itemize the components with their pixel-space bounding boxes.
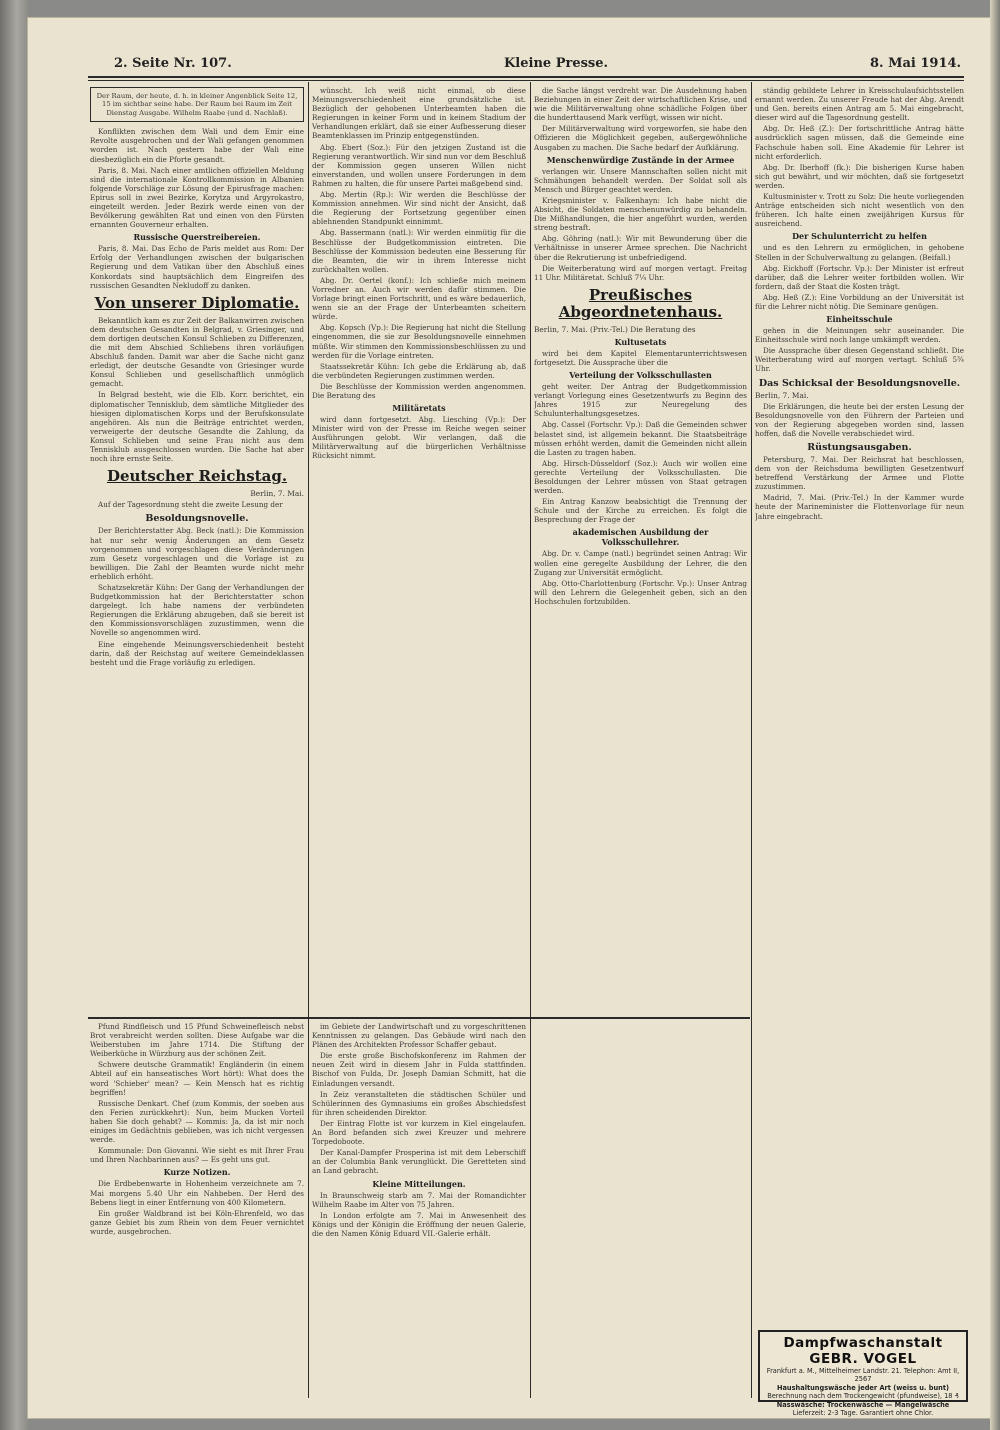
article-text: Schatzsekretär Kühn: Der Gang der Verhandlungen der Budgetkommission hat der Berichterstatter schon dargelegt. Ich habe namens der verbündeten Regierungen die Erklärung abzugeben, daß sie bereit ist den Kommissionsvorschlägen zuzustimmen, wenn die Novelle so angenommen wird. [90, 582, 304, 638]
article-text: Petersburg, 7. Mai. Der Reichsrat hat beschlossen, dem von der Reichsduma bewilligten Gesetzentwurf betreffend Verstärkung der Armee und Flotte zuzustimmen. [755, 455, 964, 492]
article-text: In Belgrad besteht, wie die Elb. Korr. berichtet, ein diplomatischer Tennisklub, dem sämtliche Mitglieder des hiesigen diplomatischen Korps und der Berufskonsulate angehören. Als nun die Beiträge entrichtet werden, verweigerte der deutsche Gesandte die Zahlung, da Konsul Schlieben und seine Frau nicht aus dem Tennisklub ausgeschlossen wurden. Die Sache hat aber noch ihre ernste Seite. [90, 390, 304, 464]
column-2 [312, 86, 526, 1014]
article-text: Paris, 8. Mai. Das Echo de Paris meldet aus Rom: Der Erfolg der Verhandlungen zwischen der bulgarischen Regierung und dem Vatikan über den Abschluß eines Konkordats sind hauptsächlich dem Eingreifen des russischen Gesandten Nekludoff zu danken. [90, 244, 304, 290]
article-text: Die Erklärungen, die heute bei der ersten Lesung der Besoldungsnovelle von den Führern der Parteien und von der Regierung abgegeben worden sind, lassen hoffen, daß die Novelle verabschiedet wird. [755, 401, 964, 438]
article-text: und es den Lehrern zu ermöglichen, in gehobene Stellen in der Schulverwaltung zu gelangen. (Beifall.) [755, 243, 964, 262]
ad-line: Haushaltungswäsche jeder Art (weiss u. bunt) [776, 1383, 950, 1392]
dateline: Berlin, 7. Mai. [755, 390, 809, 400]
article-text: Abg. Eickhoff (Fortschr. Vp.): Der Minister ist erfreut darüber, daß die Lehrer weiter fortbilden wollen. Wir fordern, daß der Staat die Kosten trägt. [755, 263, 964, 291]
article-text: wünscht. Ich weiß nicht einmal, ob diese Meinungsverschiedenheit eine grundsätzliche ist. Bezüglich der gehobenen Unterbeamten haben die Regierungen in keiner Form und in keinem Stadium der Verhandlungen erklärt, daß sie einer Aufbesserung dieser Beamtenklassen im Prinzip entgegenstünden. [312, 86, 526, 141]
ad-line: Lieferzeit: 2-3 Tage. Garantiert ohne Chlor. [792, 1409, 934, 1418]
header-date: 8. Mai 1914. [870, 56, 962, 71]
article-text: Abg. Ebert (Soz.): Für den jetzigen Zustand ist die Regierung verantwortlich. Wir sind nun vor dem Beschluß der Kommission gegen unseren Willen nicht einverstanden, und wollen unsere Forderungen in dem Rahmen zu halten, die für unsere Partei maßgebend sind. [312, 142, 526, 188]
article-text: In London erfolgte am 7. Mai in Anwesenheit des Königs und der Königin die Eröffnung der neuen Galerie, die den Namen König Eduard VII.-Galerie erhält. [312, 1210, 526, 1238]
article-text: Abg. Dr. Heß (Z.): Der fortschrittliche Antrag hätte ausdrücklich sagen müssen, daß die Gemeinde eine Fachschule haben soll. Eine Akademie für Lehrer ist nicht erforderlich. [755, 124, 964, 161]
ad-title: Dampfwaschanstalt GEBR. VOGEL [783, 1335, 943, 1367]
article-text: Der Berichterstatter Abg. Beck (natl.): Die Kommission hat nur sehr wenig Änderungen an dem Gesetz vorgenommen und vorgeschlagen diese Veränderungen zum Gesetz vorgeschlagen und die Vorlage ist zu bewilligen. Die Zahl der Beamten wurde nicht mehr erheblich erhöht. [90, 526, 304, 581]
article-text: wird bei dem Kapitel Elementarunterrichtswesen fortgesetzt. Die Aussprache über die [534, 348, 747, 367]
headline-besoldungsnovelle: Das Schicksal der Besoldungsnovelle. [758, 377, 961, 389]
page-header [84, 56, 964, 76]
section-heading: Einheitsschule [826, 314, 893, 325]
column-rule [751, 82, 752, 1398]
article-text: Der Eintrag Flotte ist vor kurzem in Kiel eingelaufen. An Bord befanden sich zwei Kreuzer und mehrere Torpedoboote. [312, 1118, 526, 1147]
article-text: Abg. Bassermann (natl.): Wir werden einmütig für die Beschlüsse der Budgetkommission eintreten. Die Beschlüsse der Kommission bedeuten eine Besserung für die Beamten, die wir in ihrem Interesse nicht zurückhalten wollen. [312, 228, 526, 274]
article-text: Bekanntlich kam es zur Zeit der Balkanwirren zwischen dem deutschen Gesandten in Belgrad, v. Griesinger, und dem dortigen deutschen Konsul Schlieben zu Differenzen, die mit dem Abschied Schliebens ihren vorläufigen Abschluß fanden. Damit war aber die Sache nicht ganz erledigt, der deutsche Gesandte von Griesinger wurde Konsul Schlieben und gesellschaftlich unmöglich gemacht. [90, 315, 304, 389]
article-text: Die Aussprache über diesen Gegenstand schließt. Die Weiterberatung wird auf morgen vertagt. Schluß 5¾ Uhr. [755, 346, 964, 374]
column-1-lower [90, 1022, 304, 1396]
header-rule-thin [88, 80, 964, 81]
article-text: die Sache längst verdreht war. Die Ausdehnung haben Beziehungen in einer Zeit der wirtschaftlichen Krise, und wie die Militärverwaltung ohne schädliche Folgen über die hunderttausend Mark verfügt, wissen wir nicht. [534, 86, 747, 123]
article-text: Kultusminister v. Trott zu Solz: Die heute vorliegenden Anträge entscheiden sich nicht wesentlich von den früheren. Ich halte einen zweijährigen Kursus für ausreichend. [755, 192, 964, 229]
column-rule [308, 82, 309, 1398]
header-rule [88, 76, 964, 78]
headline-abgeordnetenhaus: Preußisches Abgeordnetenhaus. [558, 285, 723, 321]
article-text: Schwere deutsche Grammatik! Engländerin (in einem Abteil auf ein hanseatisches Wort hört): What does the word 'Schieber' mean? — Kein Mensch hat es richtig begriffen! [90, 1060, 304, 1097]
section-heading: Der Schulunterricht zu helfen [792, 231, 927, 242]
article-text: Konflikten zwischen dem Wali und dem Emir eine Revolte ausgebrochen und der Wali gefangen genommen worden ist. Nach gestern habe der Wali eine diesbezüglich ein die Pforte gesandt. [90, 127, 304, 164]
article-text: geht weiter. Der Antrag der Budgetkommission verlangt Vorlegung eines Gesetzentwurfs zu Beginn des Jahres 1915 zur Neuregelung des Schulunterhaltungsgesetzes. [534, 382, 747, 419]
article-text: Eine eingehende Meinungsverschiedenheit besteht darin, daß der Reichstag auf weitere Gemeindeklassen besteht und die Frage vorläufig zu erledigen. [90, 639, 304, 667]
section-heading: Besoldungsnovelle. [145, 513, 249, 525]
page-edge [990, 0, 1000, 1430]
article-text: Pfund Rindfleisch und 15 Pfund Schweinefleisch nebst Brot verabreicht werden sollten. Diese Aufgabe war die Weiberstuben im Jahre 1714. Die Stiftung der Weiberküche in Würzburg aus der schönen Zeit. [90, 1022, 304, 1059]
article-text: Abg. Dr. Oertel (konf.): Ich schließe mich meinem Vorredner an. Auch wir werden dafür stimmen. Die Vorlage bringt einen Fortschritt, und es wäre bedauerlich, wenn sie an der Frage der Unterbeamten scheitern würde. [312, 275, 526, 322]
column-2-lower [312, 1022, 526, 1396]
article-text: Der Militärverwaltung wird vorgeworfen, sie habe den Offizieren die Möglichkeit gegeben, außergewöhnliche Ausgaben zu machen. Die Sache bedarf der Aufklärung. [534, 124, 747, 152]
article-text: ständig gebildete Lehrer in Kreisschulaufsichtsstellen ernannt werden. Zu unserer Freude hat der Abg. Arendt und Gen. bereits einen Antrag am 5. Mai eingebracht, dieser wird auf die Tagesordnung gestellt. [755, 86, 964, 123]
section-heading: Militäretats [392, 403, 446, 414]
dateline: Berlin, 7. Mai. (Priv.-Tel.) Die Beratung des [534, 324, 696, 334]
article-text: Abg. Dr. Iberhoff (fk.): Die bisherigen Kurse haben sich gut bewährt, und wir möchten, daß sie fortgesetzt werden. [755, 162, 964, 190]
article-text: gehen in die Meinungen sehr auseinander. Die Einheitsschule wird noch lange umkämpft werden. [755, 326, 964, 345]
article-text: verlangen wir. Unsere Mannschaften sollen nicht mit Schmähungen behandelt werden. Der Soldat soll als Mensch und Bürger geachtet werden. [534, 166, 747, 194]
column-4 [755, 86, 964, 1324]
article-text: Russische Denkart. Chef (zum Kommis, der soeben aus den Ferien zurückkehrt): Nun, beim Mucken Vorteil haben Sie doch gehabt? — Kommis: Ja, da ist mir noch einiges im Gedächtnis geblieben, was ich nicht vergessen werde. [90, 1098, 304, 1145]
headline-ruestungsausgaben: Rüstungsausgaben. [807, 442, 912, 453]
article-text: Abg. Heß (Z.): Eine Vorbildung an der Universität ist für die Lehrer nicht nötig. Die Seminare genügen. [755, 292, 964, 311]
section-heading: Verteilung der Volksschullasten [569, 370, 712, 381]
ad-line: Frankfurt a. M., Mittelheimer Landstr. 21. Telephon: Amt II, 2567 [766, 1367, 960, 1384]
article-text: Staatssekretär Kühn: Ich gebe die Erklärung ab, daß die verbündeten Regierungen zustimmen werden. [312, 361, 526, 380]
article-text: Paris, 8. Mai. Nach einer amtlichen offiziellen Meldung sind die internationale Kontrollkommission in Albanien folgende Vorschläge zur Lösung der Epirusfrage machen: Epirus soll in zwei Bezirke, Korytza und Argyrokastro, eingeteilt werden. Jeder Bezirk werde einen von der Bevölkerung gewählten Rat und einen von den Fürsten ernannten Gouverneur erhalten. [90, 165, 304, 230]
column-3 [534, 86, 747, 1396]
column-1 [90, 86, 304, 1014]
section-heading: Russische Querstreibereien. [133, 232, 261, 243]
article-text: Madrid, 7. Mai. (Priv.-Tel.) In der Kammer wurde heute der Marineminister die Flottenvorlage für neun Jahre eingebracht. [755, 493, 964, 521]
article-text: Der Kanal-Dampfer Prosperina ist mit dem Leberschiff an der Columbia Bank verunglückt. Die Geretteten sind an Land gebracht. [312, 1148, 526, 1176]
column-rule [530, 82, 531, 1398]
book-binding [0, 0, 28, 1430]
section-heading: Kurze Notizen. [163, 1167, 231, 1178]
headline-diplomatie: Von unserer Diplomatie. [94, 293, 300, 312]
article-text: Abg. Otto-Charlottenburg (Fortschr. Vp.): Unser Antrag will den Lehrern die Gelegenheit geben, sich an den Hochschulen fortzubilden. [534, 578, 747, 606]
headline-reichstag: Deutscher Reichstag. [106, 467, 288, 486]
article-text: Abg. Dr. v. Campe (natl.) begründet seinen Antrag: Wir wollen eine geregelte Ausbildung der Lehrer, die den Zugang zur Universität ermöglicht. [534, 549, 747, 577]
article-text: Abg. Mertin (Rp.): Wir werden die Beschlüsse der Kommission annehmen. Wir sind nicht der Ansicht, daß die Regierung der Fortsetzung gegenüber einen ablehnenden Standpunkt einnimmt. [312, 190, 526, 227]
dateline: Berlin, 7. Mai. [250, 489, 304, 499]
section-heading: akademischen Ausbildung der Volksschullehrer. [572, 527, 709, 548]
article-text: Die Erdbebenwarte in Hohenheim verzeichnete am 7. Mai morgens 5.40 Uhr ein Nahbeben. Der Herd des Bebens liegt in einer Entfernung von 400 Kilometern. [90, 1179, 304, 1207]
article-text: In Zeiz veranstalteten die städtischen Schüler und Schülerinnen des Gymnasiums ein großes Abschiedsfest für ihren scheidenden Direktor. [312, 1089, 526, 1117]
article-text: Die Weiterberatung wird auf morgen vertagt. Freitag 11 Uhr. Militäretat. Schluß 7¼ Uhr. [534, 263, 747, 282]
article-text: Abg. Hirsch-Düsseldorf (Soz.): Auch wir wollen eine gerechte Verteilung der Volksschullasten. Die Besoldungen der Lehrer müssen von Staat getragen werden. [534, 458, 747, 496]
article-text: Die Beschlüsse der Kommission werden angenommen. Die Beratung des [312, 381, 526, 400]
section-heading: Kultusetats [614, 336, 667, 347]
section-heading: Menschenwürdige Zustände in der Armee [546, 154, 735, 165]
article-text: wird dann fortgesetzt. Abg. Liesching (Vp.): Der Minister wird von der Presse im Reiche wegen seiner Ausführungen gelobt. Wir verlangen, daß die Militärverwaltung auf die bürgerlichen Verhältnisse Rücksicht nimmt. [312, 415, 526, 461]
article-text: In Braunschweig starb am 7. Mai der Romandichter Wilhelm Raabe im Alter von 75 Jahren. [312, 1190, 526, 1209]
header-page-number: 2. Seite Nr. 107. [114, 56, 232, 71]
header-masthead: Kleine Presse. [504, 56, 609, 71]
article-text: im Gebiete der Landwirtschaft und zu vorgeschrittenen Kenntnissen zu gelangen. Das Gebäude wird nach den Plänen des Architekten Professor Schaffer gebaut. [312, 1022, 526, 1050]
advertisement-box [758, 1330, 968, 1418]
article-text: Kommunale: Don Giovanni. Wie sieht es mit Ihrer Frau und Ihren Nachbarinnen aus? — Es geht uns gut. [90, 1146, 304, 1165]
article-text: Auf der Tagesordnung steht die zweite Lesung der [98, 500, 283, 510]
article-text: Die erste große Bischofskonferenz im Rahmen der neuen Zeit wird in diesem Jahr in Fulda stattfinden. Bischof von Fulda, Dr. Joseph Damian Schmitt, hat die Einladungen versandt. [312, 1051, 526, 1088]
article-text: Abg. Göhring (natl.): Wir mit Bewunderung über die Verhältnisse in unserer Armee sprechen. Die Nachricht über die Rekrutierung ist unbefriedigend. [534, 234, 747, 262]
section-heading: Kleine Mitteilungen. [372, 1178, 466, 1189]
article-text: Kriegsminister v. Falkenhayn: Ich habe nicht die Absicht, die Soldaten menschenunwürdig zu behandeln. Die Mißhandlungen, die hier angeführt wurden, werden streng bestraft. [534, 195, 747, 233]
article-text: Abg. Kopsch (Vp.): Die Regierung hat nicht die Stellung eingenommen, die sie zur Besoldungsnovelle einnehmen müßte. Wir stimmen den Kommissionsbeschlüssen zu und werden für die Vorlage eintreten. [312, 323, 526, 360]
article-text: Ein großer Waldbrand ist bei Köln-Ehrenfeld, wo das ganze Gebiet bis zum Rhein von dem Feuer vernichtet wurde, ausgebrochen. [90, 1208, 304, 1236]
article-text: Ein Antrag Kanzow beabsichtigt die Trennung der Schule und der Kirche zu erreichen. Es folgt die Besprechung der Frage der [534, 497, 747, 525]
ad-line: Nasswäsche: Trockenwäsche — Mangelwäsche [776, 1400, 950, 1409]
ad-line: Berechnung nach dem Trockengewicht (pfundweise), 18 ₰ [767, 1392, 959, 1401]
notice-box: Der Raum, der heute, d. h. in kleiner Angenblick Seite 12, 15 im sichtbar seine habe. Der Raum bei Raum im Zeit Dienstag Ausgabe. Wilhelm Raabe (und d. Nachlaß). [90, 87, 304, 122]
article-text: Abg. Cassel (Fortschr. Vp.): Daß die Gemeinden schwer belastet sind, ist allgemein bekannt. Die Staatsbeiträge müssen erhöht werden, damit die Gemeinden nicht allein die Lasten zu tragen haben. [534, 420, 747, 457]
